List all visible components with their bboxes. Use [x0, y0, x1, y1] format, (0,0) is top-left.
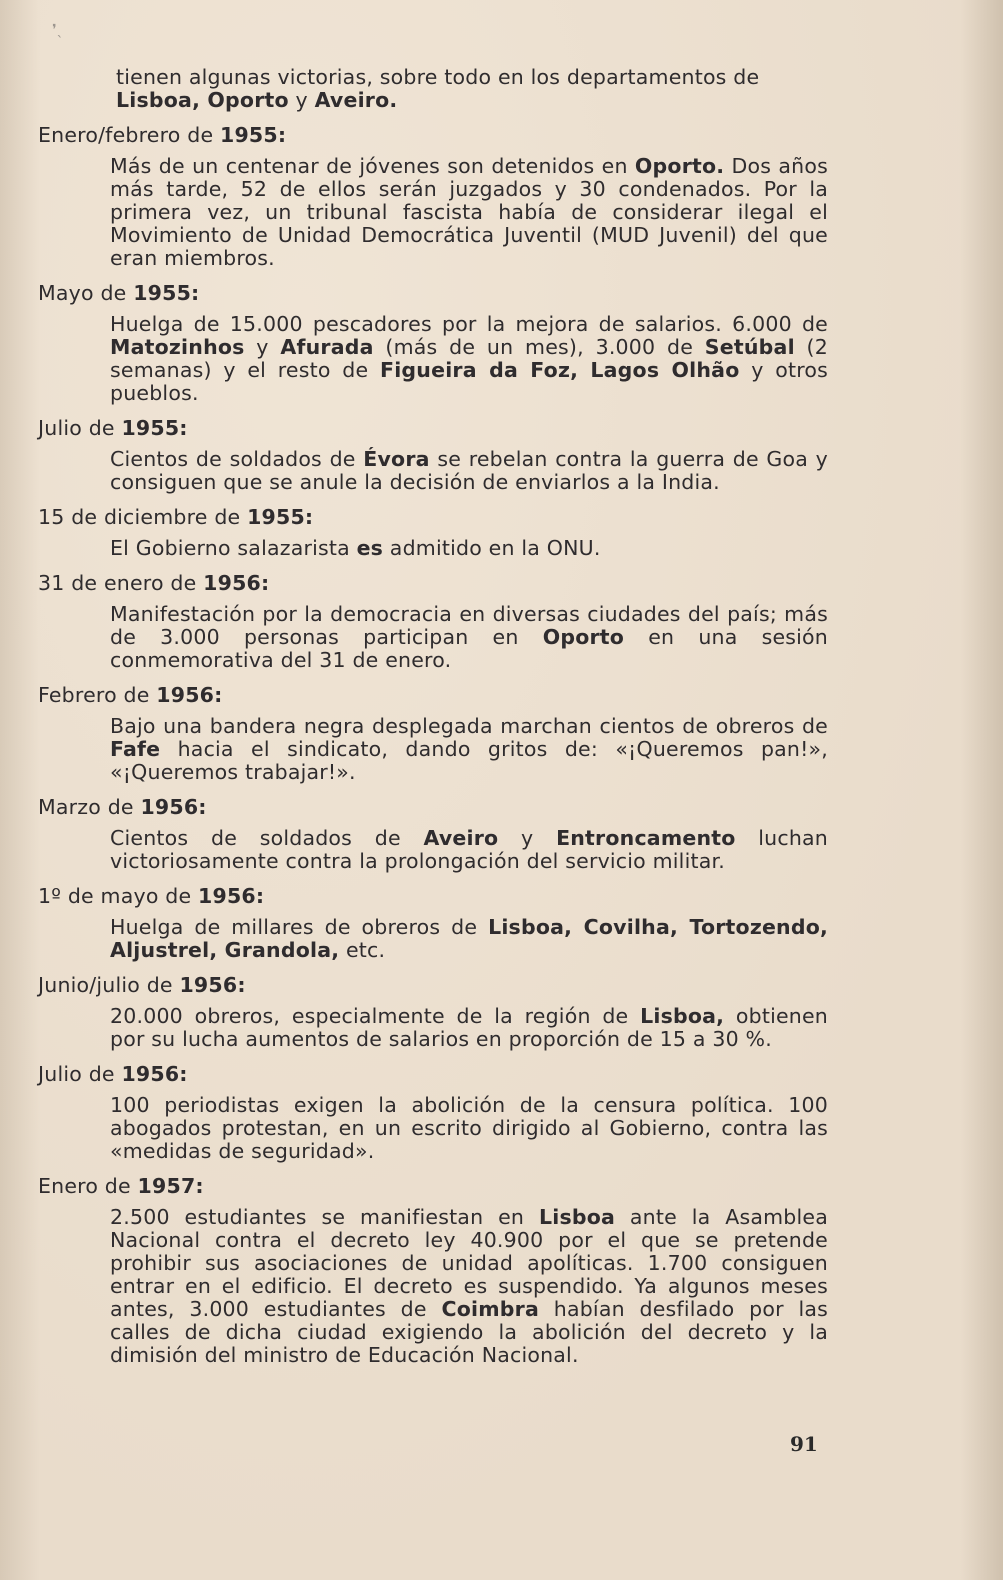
- bold-text-run: 1956:: [156, 683, 223, 707]
- text-run: admitido en la ONU.: [383, 536, 601, 560]
- bold-text-run: Setúbal: [704, 335, 795, 359]
- entry-body: [110, 603, 828, 672]
- text-run: Febrero de: [38, 683, 157, 707]
- text-run: (2 semanas) y el resto de: [110, 335, 828, 382]
- entry-date: [38, 1175, 828, 1198]
- text-run: Cientos de soldados de: [110, 447, 364, 471]
- entry-date: [38, 974, 828, 997]
- entry-body: [110, 448, 828, 494]
- text-run: 1º de mayo de: [38, 884, 199, 908]
- entry-date: [38, 124, 828, 147]
- text-run: Marzo de: [38, 795, 141, 819]
- text-run: obtienen por su lucha aumentos de salarios en proporción de 15 a 30 %.: [110, 1004, 828, 1051]
- text-run: Huelga de millares de obreros de: [110, 915, 489, 939]
- chronology-entry: [38, 1175, 828, 1367]
- page-number: 91: [790, 1432, 818, 1456]
- text-run: Enero de: [38, 1174, 138, 1198]
- text-run: y otros pueblos.: [110, 358, 828, 405]
- text-run: Más de un centenar de jóvenes son detenidos en: [110, 154, 635, 178]
- bold-text-run: Figueira da Foz, Lagos Olhão: [380, 358, 740, 382]
- text-run: 100 periodistas exigen la abolición de la censura política. 100 abogados protestan, en un escrito dirigido al Gobierno, contra las «medidas de seguridad».: [110, 1093, 828, 1163]
- bold-text-run: Fafe: [110, 737, 161, 761]
- text-run: Manifestación por la democracia en diversas ciudades del país; más de 3.000 personas participan en: [110, 602, 828, 649]
- chronology-entry: [38, 684, 828, 784]
- entry-body: [110, 155, 828, 270]
- bold-text-run: 1956:: [121, 1062, 188, 1086]
- bold-text-run: Afurada: [280, 335, 374, 359]
- bold-text-run: Oporto.: [634, 154, 725, 178]
- entry-date: [38, 684, 828, 707]
- bold-text-run: 1957:: [137, 1174, 204, 1198]
- text-run: y: [288, 88, 315, 112]
- entry-body: [110, 313, 828, 405]
- intro-paragraph: [116, 66, 828, 112]
- entry-body: [110, 1094, 828, 1163]
- text-run: hacia el sindicato, dando gritos de: «¡Queremos pan!», «¡Queremos trabajar!».: [110, 737, 828, 784]
- bold-text-run: 1955:: [133, 281, 200, 305]
- bold-text-run: 1956:: [179, 973, 246, 997]
- bold-text-run: Oporto: [542, 625, 625, 649]
- chronology-entry: [38, 572, 828, 672]
- chronology-entry: [38, 124, 828, 270]
- bold-text-run: Lisboa, Oporto: [116, 88, 289, 112]
- entry-body: [110, 916, 828, 962]
- entry-date: [38, 572, 828, 595]
- entry-date: [38, 417, 828, 440]
- bold-text-run: Lisboa: [538, 1205, 616, 1229]
- bold-text-run: 1956:: [198, 884, 265, 908]
- text-run: tienen algunas victorias, sobre todo en los departamentos de: [116, 65, 760, 89]
- bold-text-run: 1955:: [220, 123, 287, 147]
- text-run: Junio/julio de: [38, 973, 180, 997]
- chronology-entry: [38, 282, 828, 405]
- bold-text-run: 1956:: [203, 571, 270, 595]
- text-run: y: [498, 826, 557, 850]
- entry-body: [110, 715, 828, 784]
- text-run: Huelga de 15.000 pescadores por la mejora de salarios. 6.000 de: [110, 312, 828, 336]
- entry-date: [38, 885, 828, 908]
- entry-date: [38, 506, 828, 529]
- text-run: 2.500 estudiantes se manifiestan en: [110, 1205, 539, 1229]
- chronology-entry: [38, 974, 828, 1051]
- bold-text-run: 1955:: [247, 505, 314, 529]
- text-block: [38, 66, 828, 1367]
- text-run: El Gobierno salazarista: [110, 536, 357, 560]
- bold-text-run: Aveiro: [423, 826, 499, 850]
- entry-date: [38, 282, 828, 305]
- bold-text-run: Entroncamento: [556, 826, 736, 850]
- bold-text-run: Évora: [363, 447, 430, 471]
- text-run: 15 de diciembre de: [38, 505, 248, 529]
- text-run: habían desfilado por las calles de dicha ciudad exigiendo la abolición del decreto y la dimisión del ministro de Educación Nacional.: [110, 1297, 828, 1367]
- text-run: se rebelan contra la guerra de Goa y consiguen que se anule la decisión de enviarlos a la India.: [110, 447, 828, 494]
- chronology-entry: [38, 506, 828, 560]
- chronology-entry: [38, 796, 828, 873]
- text-run: Enero/febrero de: [38, 123, 220, 147]
- chronology-entry: [38, 1063, 828, 1163]
- entry-body: [110, 1005, 828, 1051]
- text-run: (más de un mes), 3.000 de: [373, 335, 705, 359]
- bold-text-run: Coimbra: [441, 1297, 539, 1321]
- text-run: Cientos de soldados de: [110, 826, 424, 850]
- bold-text-run: Aveiro.: [314, 88, 398, 112]
- chronology-entry: [38, 417, 828, 494]
- chronology-list: [38, 124, 828, 1367]
- bold-text-run: 1955:: [121, 416, 188, 440]
- bold-text-run: Lisboa, Covilha, Tortozendo, Aljustrel, Grandola,: [110, 915, 828, 962]
- entry-body: [110, 537, 828, 560]
- chronology-entry: [38, 885, 828, 962]
- entry-body: [110, 827, 828, 873]
- text-run: 20.000 obreros, especialmente de la región de: [110, 1004, 641, 1028]
- text-run: Bajo una bandera negra desplegada marchan cientos de obreros de: [110, 714, 828, 738]
- text-run: Dos años más tarde, 52 de ellos serán juzgados y 30 condenados. Por la primera vez, un tribunal fascista había de considerar ilegal el Movimiento de Unidad Democrática Juventil (MUD Juvenil) del que eran miembros.: [110, 154, 828, 270]
- text-run: ante la Asamblea Nacional contra el decreto ley 40.900 por el que se pretende prohibir sus asociaciones de unidad apolíticas. 1.700 consiguen entrar en el edificio. El decreto es suspendido. Ya algunos meses antes, 3.000 estudiantes de: [110, 1205, 828, 1321]
- bold-text-run: 1956:: [140, 795, 207, 819]
- text-run: etc.: [339, 938, 386, 962]
- entry-date: [38, 796, 828, 819]
- entry-body: [110, 1206, 828, 1367]
- text-run: 31 de enero de: [38, 571, 204, 595]
- text-run: y: [244, 335, 281, 359]
- bold-text-run: Matozinhos: [110, 335, 245, 359]
- text-run: Julio de: [38, 416, 122, 440]
- text-run: Julio de: [38, 1062, 122, 1086]
- bold-text-run: es: [356, 536, 384, 560]
- text-run: Mayo de: [38, 281, 134, 305]
- entry-date: [38, 1063, 828, 1086]
- text-run: en una sesión conmemorativa del 31 de enero.: [110, 625, 828, 672]
- ink-smudge-icon: ❜ˎ: [52, 22, 64, 38]
- bold-text-run: Lisboa,: [640, 1004, 725, 1028]
- text-run: luchan victoriosamente contra la prolongación del servicio militar.: [110, 826, 828, 873]
